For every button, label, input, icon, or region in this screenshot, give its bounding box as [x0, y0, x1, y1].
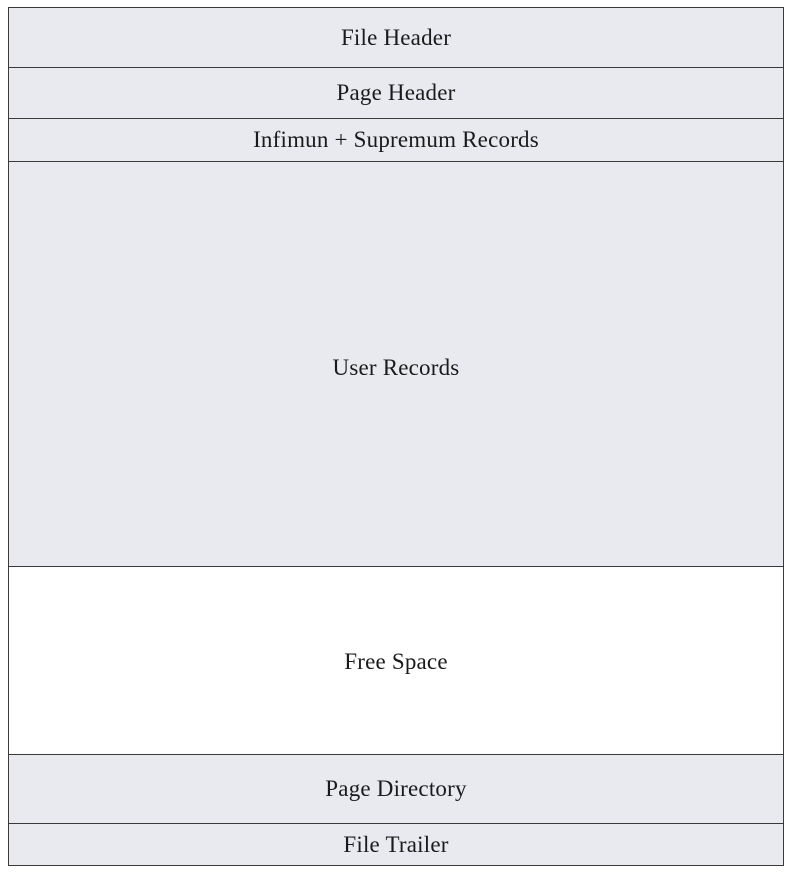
page-layout-diagram	[8, 7, 784, 866]
section-label: Infimun + Supremum Records	[253, 127, 539, 152]
section-file-trailer	[9, 824, 783, 865]
section-page-header	[9, 68, 783, 119]
section-label: Free Space	[344, 648, 448, 674]
section-label: Page Directory	[325, 776, 467, 801]
section-label: File Trailer	[343, 831, 449, 857]
section-label: File Header	[340, 24, 452, 50]
section-label: Page Header	[336, 80, 456, 105]
section-label: User Records	[332, 355, 460, 380]
section-infimum-supremum-records	[9, 119, 783, 162]
section-file-header	[9, 8, 783, 68]
section-free-space	[9, 567, 783, 755]
section-user-records	[9, 162, 783, 567]
section-page-directory	[9, 755, 783, 824]
